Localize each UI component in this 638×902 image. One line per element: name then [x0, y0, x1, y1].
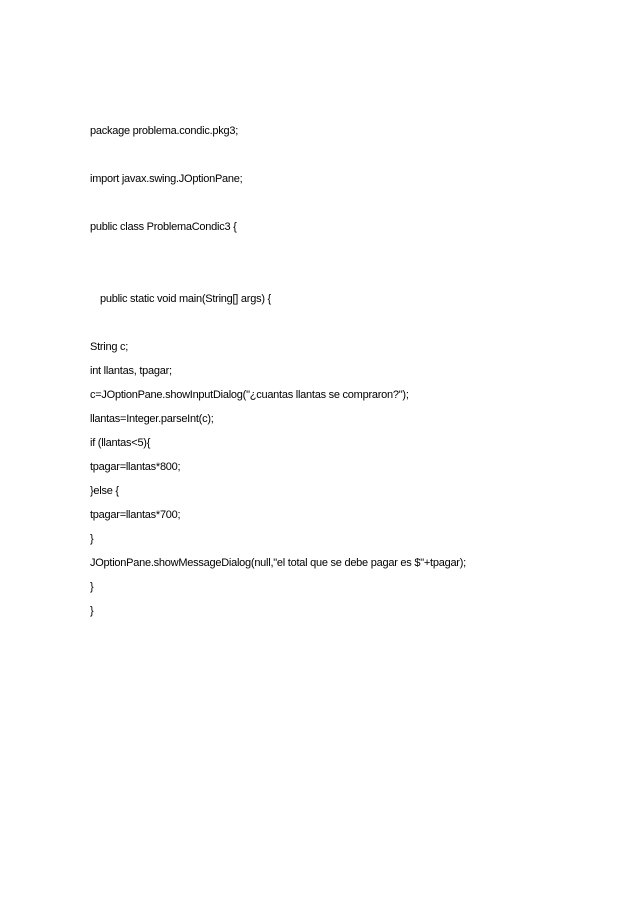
- code-line-message-dialog: JOptionPane.showMessageDialog(null,"el total que se debe pagar es $"+tpagar);: [90, 557, 466, 569]
- code-line-if-statement: if (llantas<5){: [90, 437, 151, 449]
- code-line-parse-int: llantas=Integer.parseInt(c);: [90, 413, 214, 425]
- code-line-tpagar-700: tpagar=llantas*700;: [90, 509, 181, 521]
- code-line-input-dialog: c=JOptionPane.showInputDialog("¿cuantas llantas se compraron?");: [90, 389, 409, 401]
- code-line-int-declaration: int llantas, tpagar;: [90, 365, 172, 377]
- code-line-close-if: }: [90, 533, 94, 545]
- code-line-main-method: public static void main(String[] args) {: [100, 293, 271, 305]
- code-line-package: package problema.condic.pkg3;: [90, 125, 239, 137]
- code-line-close-main: }: [90, 581, 94, 593]
- code-line-else: }else {: [90, 485, 119, 497]
- code-line-close-class: }: [90, 605, 94, 617]
- code-line-class-declaration: public class ProblemaCondic3 {: [90, 221, 237, 233]
- code-line-tpagar-800: tpagar=llantas*800;: [90, 461, 181, 473]
- code-line-string-declaration: String c;: [90, 341, 129, 353]
- code-line-import: import javax.swing.JOptionPane;: [90, 173, 243, 185]
